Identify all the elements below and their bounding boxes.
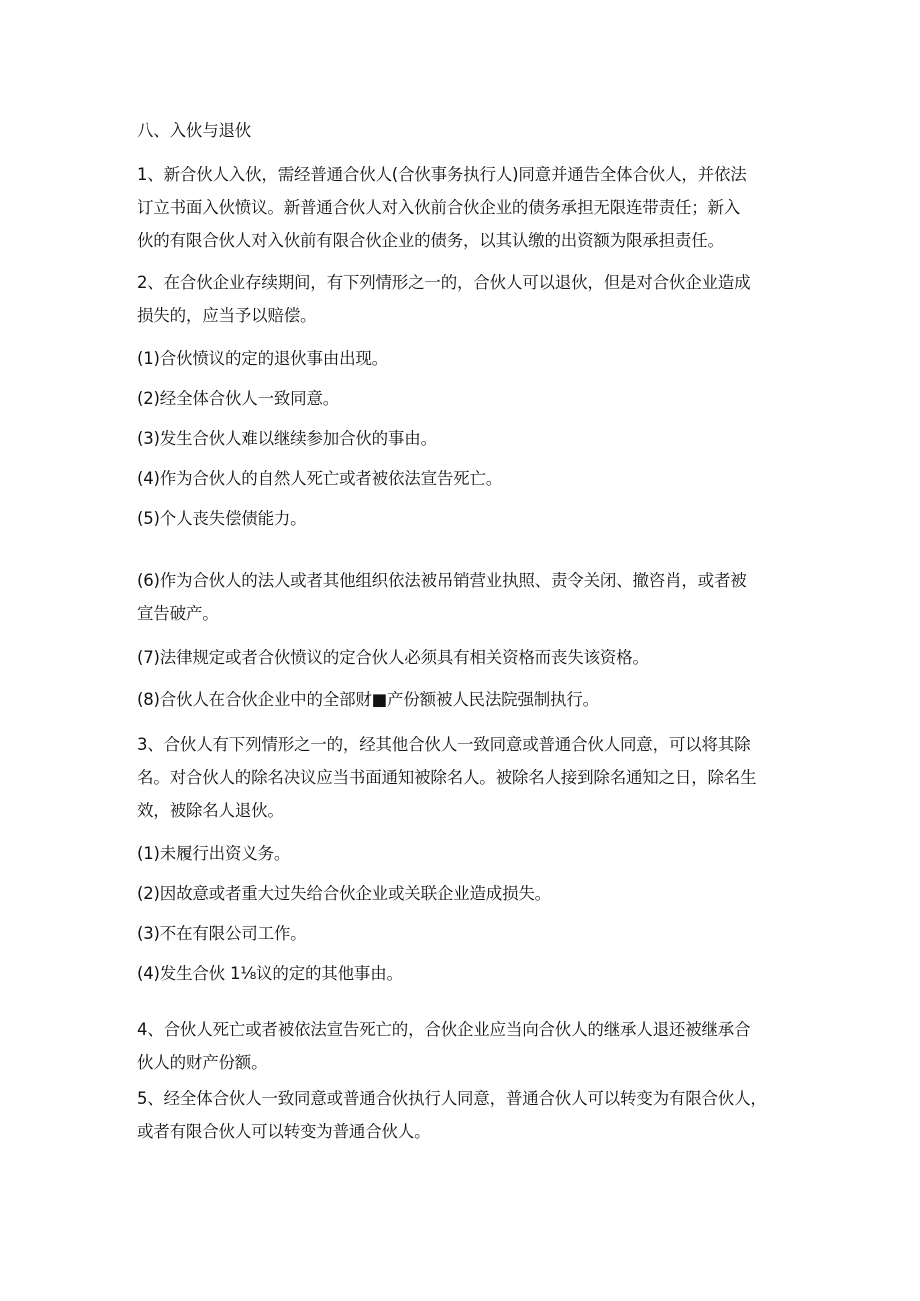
list-item: (5)个人丧失偿债能力。 xyxy=(137,509,307,528)
paragraph-4: 4、合伙人死亡或者被依法宣告死亡的，合伙企业应当向合伙人的继承人退还被继承合 伙人的财产份额。 xyxy=(137,1020,751,1072)
list-item: (1)未履行出资义务。 xyxy=(137,844,291,863)
list-item: (6)作为合伙人的法人或者其他组织依法被吊销营业执照、责令关闭、撤咨肖，或者被 宣告破产。 xyxy=(137,571,747,623)
paragraph-1: 1、新合伙人入伙，需经普通合伙人(合伙事务执行人)同意并通告全体合伙人，并依法 订立书面入伙愤议。新普通合伙人对入伙前合伙企业的债务承担无限连带责任；新入 伙的有限合伙人对入伙前有限合伙企业的债务，以其认缴的出资额为限承担责任。 xyxy=(137,165,747,250)
list-item: (3)不在有限公司工作。 xyxy=(137,924,307,943)
list-item: (8)合伙人在合伙企业中的全部财■产份额被人民法院强制执行。 xyxy=(137,690,599,709)
list-item: (2)因故意或者重大过失给合伙企业或关联企业造成损失。 xyxy=(137,884,551,903)
list-item: (4)作为合伙人的自然人死亡或者被依法宣告死亡。 xyxy=(137,469,503,488)
list-item: (3)发生合伙人难以继续参加合伙的事由。 xyxy=(137,429,437,448)
list-item: (1)合伙愤议的定的退伙事由出现。 xyxy=(137,349,388,368)
paragraph-2: 2、在合伙企业存续期间，有下列情形之一的，合伙人可以退伙，但是对合伙企业造成 损失的，应当予以赔偿。 xyxy=(137,273,751,325)
section-heading: 八、入伙与退伙 xyxy=(137,121,252,140)
list-item: (4)发生合伙 1⅛议的定的其他事由。 xyxy=(137,964,403,983)
list-item: (2)经全体合伙人一致同意。 xyxy=(137,389,340,408)
paragraph-3: 3、合伙人有下列情形之一的，经其他合伙人一致同意或普通合伙人同意，可以将其除 名。对合伙人的除名决议应当书面通知被除名人。被除名人接到除名通知之日，除名生 效，被除名人退伙。 xyxy=(137,735,757,820)
list-item: (7)法律规定或者合伙愤议的定合伙人必须具有相关资格而丧失该资格。 xyxy=(137,648,649,667)
paragraph-5: 5、经全体合伙人一致同意或普通合伙执行人同意，普通合伙人可以转变为有限合伙人， 或者有限合伙人可以转变为普通合伙人。 xyxy=(137,1089,767,1141)
